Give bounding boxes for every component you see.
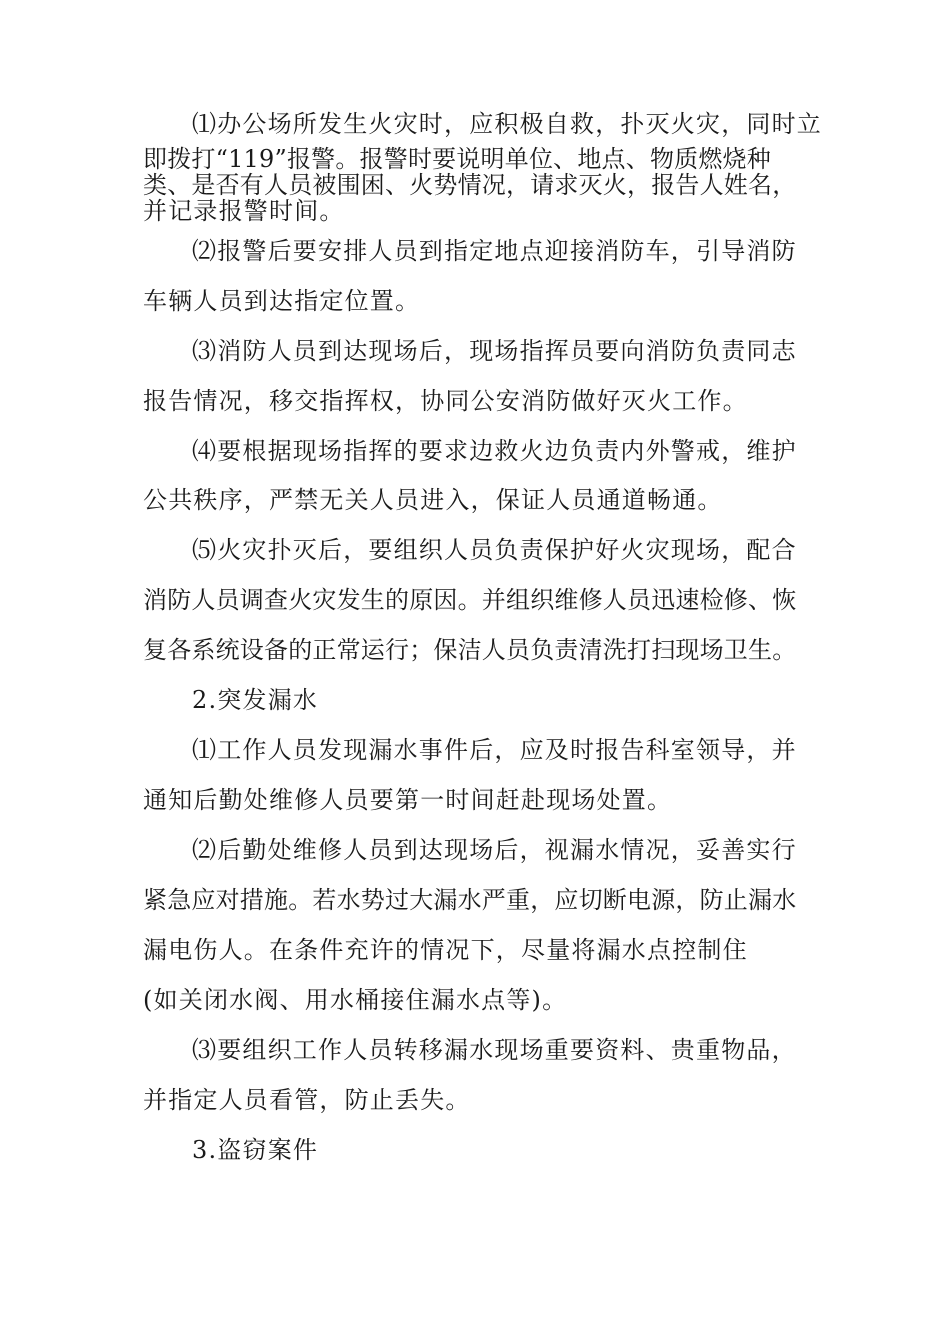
paragraph-line: ⑴工作人员发现漏水事件后，应及时报告科室领导，并 [192, 736, 797, 764]
section-heading: 2.突发漏水 [192, 686, 319, 714]
paragraph-line: 复各系统设备的正常运行；保洁人员负责清洗打扫现场卫生。 [143, 636, 797, 664]
paragraph-line: 并指定人员看管，防止丢失。 [143, 1086, 471, 1114]
paragraph-line: ⑷要根据现场指挥的要求边救火边负责内外警戒，维护 [192, 437, 797, 465]
paragraph-line: 即拨打“119”报警。报警时要说明单位、地点、物质燃烧种 [143, 145, 771, 173]
paragraph-line: ⑵后勤处维修人员到达现场后，视漏水情况，妥善实行 [192, 836, 797, 864]
section-heading: 3.盗窃案件 [192, 1136, 319, 1164]
paragraph-line: ⑸火灾扑灭后，要组织人员负责保护好火灾现场，配合 [192, 536, 797, 564]
paragraph-line: 类、是否有人员被围困、火势情况，请求灭火，报告人姓名， [143, 171, 797, 199]
paragraph-line: ⑴办公场所发生火灾时，应积极自救，扑灭火灾，同时立 [192, 110, 822, 138]
paragraph-line: 并记录报警时间。 [143, 197, 345, 225]
paragraph-line: 车辆人员到达指定位置。 [143, 287, 421, 315]
paragraph-line: ⑶要组织工作人员转移漏水现场重要资料、贵重物品， [192, 1036, 797, 1064]
paragraph-line: ⑵报警后要安排人员到指定地点迎接消防车，引导消防 [192, 237, 797, 265]
paragraph-line: 紧急应对措施。若水势过大漏水严重，应切断电源，防止漏水 [143, 886, 797, 914]
paragraph-line: 通知后勤处维修人员要第一时间赶赴现场处置。 [143, 786, 673, 814]
paragraph-line: 公共秩序，严禁无关人员进入，保证人员通道畅通。 [143, 486, 723, 514]
paragraph-line: (如关闭水阀、用水桶接住漏水点等)。 [143, 986, 568, 1014]
paragraph-line: ⑶消防人员到达现场后，现场指挥员要向消防负责同志 [192, 337, 797, 365]
paragraph-line: 漏电伤人。在条件充许的情况下，尽量将漏水点控制住 [143, 936, 748, 964]
paragraph-line: 消防人员调查火灾发生的原因。并组织维修人员迅速检修、恢 [143, 586, 797, 614]
paragraph-line: 报告情况，移交指挥权，协同公安消防做好灭火工作。 [143, 387, 748, 415]
